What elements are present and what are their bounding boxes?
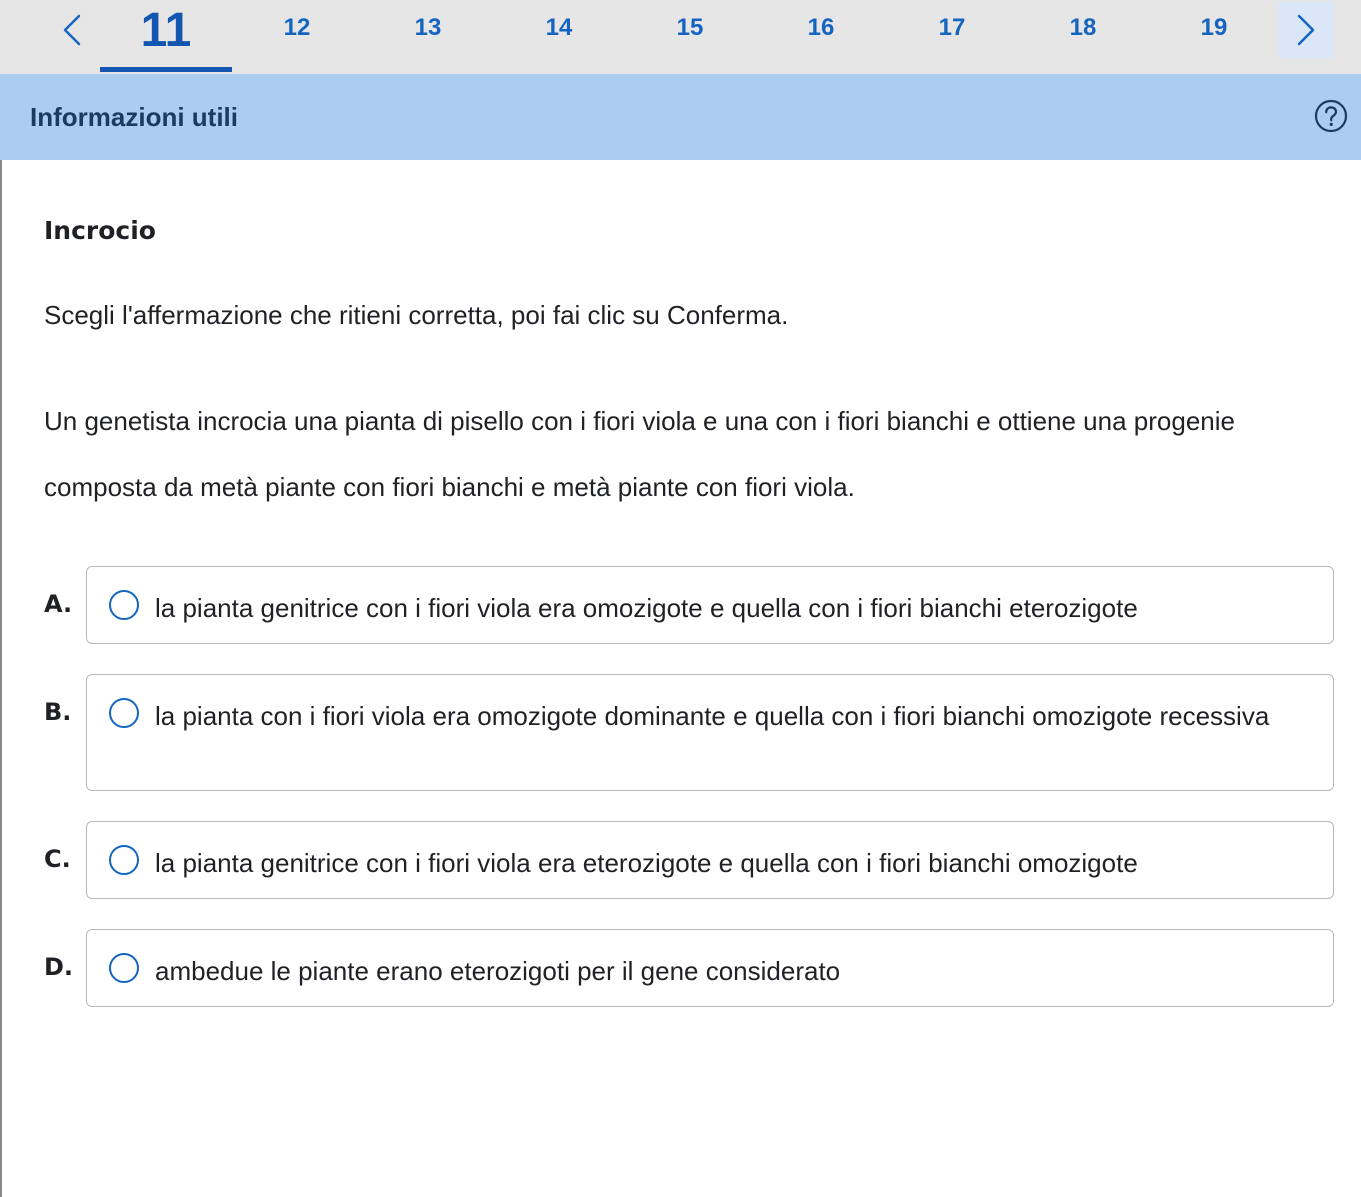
option-letter-d: D.	[44, 953, 74, 981]
option-text-d: ambedue le piante erano eterozigoti per il gene considerato	[155, 956, 841, 986]
chevron-right-icon	[1294, 12, 1318, 48]
prev-page-button[interactable]	[44, 2, 100, 58]
info-bar-title: Informazioni utili	[30, 102, 238, 132]
option-d[interactable]	[86, 929, 1334, 1007]
option-letter-b: B.	[44, 698, 72, 726]
option-b[interactable]	[86, 674, 1334, 791]
chevron-left-icon	[60, 12, 84, 48]
option-text-c: la pianta genitrice con i fiori viola era eterozigote e quella con i fiori bianchi omozigote	[155, 848, 1138, 878]
page-16[interactable]: 16	[807, 14, 835, 41]
question-title: Incrocio	[44, 216, 156, 245]
info-bar	[0, 74, 1361, 160]
question-text: Un genetista incrocia una pianta di pisello con i fiori viola e una con i fiori bianchi e ottiene una progenie composta da metà piante con fiori bianchi e metà piante con fiori viola.	[44, 406, 1235, 502]
page-14[interactable]: 14	[545, 14, 573, 41]
page-13[interactable]: 13	[414, 14, 442, 41]
option-text-a: la pianta genitrice con i fiori viola era omozigote e quella con i fiori bianchi eterozigote	[155, 593, 1138, 623]
option-letter-c: C.	[44, 845, 71, 873]
page-18[interactable]: 18	[1069, 14, 1097, 41]
radio-b[interactable]	[109, 698, 139, 728]
question-pager	[0, 0, 1361, 74]
page-current[interactable]: 11	[140, 3, 192, 57]
current-page-indicator	[100, 67, 232, 72]
help-button[interactable]	[1314, 99, 1348, 133]
radio-a[interactable]	[109, 590, 139, 620]
option-a[interactable]	[86, 566, 1334, 644]
page-12[interactable]: 12	[283, 14, 311, 41]
option-text-b: la pianta con i fiori viola era omozigote dominante e quella con i fiori bianchi omozigote recessiva	[155, 701, 1270, 731]
option-letter-a: A.	[44, 590, 73, 618]
radio-c[interactable]	[109, 845, 139, 875]
page-17[interactable]: 17	[938, 14, 966, 41]
radio-d[interactable]	[109, 953, 139, 983]
question-circle-icon	[1314, 99, 1348, 133]
page-19[interactable]: 19	[1200, 14, 1228, 41]
question-instruction: Scegli l'affermazione che ritieni corretta, poi fai clic su Conferma.	[44, 300, 789, 330]
option-c[interactable]	[86, 821, 1334, 899]
page-15[interactable]: 15	[676, 14, 704, 41]
next-page-button[interactable]	[1278, 2, 1334, 58]
